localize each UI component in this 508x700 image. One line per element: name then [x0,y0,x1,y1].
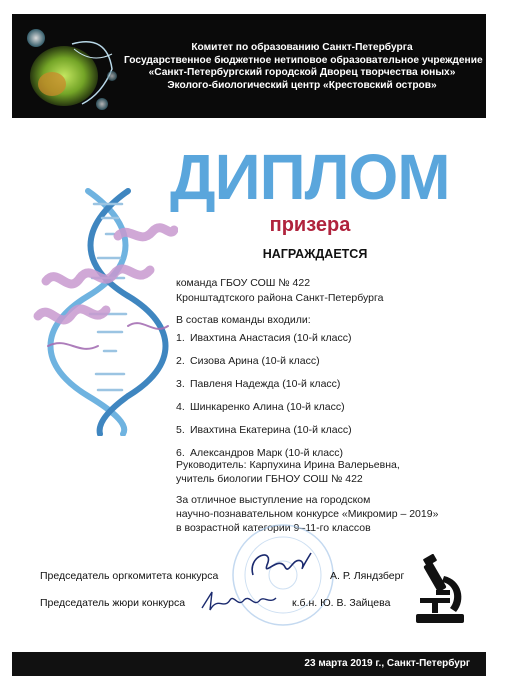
dna-helix-illustration [28,186,178,436]
member-name: Александров Марк (10-й класс) [190,447,344,459]
members-heading: В состав команды входили: [176,314,311,326]
member-name: Ивахтина Анастасия (10-й класс) [190,332,352,344]
header-line: Государственное бюджетное нетиповое образовательное учреждение [124,54,483,66]
header-line: Комитет по образованию Санкт-Петербурга [191,42,413,53]
member-number: 1. [176,332,185,344]
team-name: команда ГБОУ СОШ № 422 [176,277,311,289]
member-number: 5. [176,424,185,436]
list-item [176,423,352,446]
date-location: 23 марта 2019 г., Санкт-Петербург [304,658,470,669]
member-number: 6. [176,447,185,459]
leader-position: учитель биологии ГБНОУ СОШ № 422 [176,473,363,485]
awarded-heading: НАГРАЖДАЕТСЯ [262,247,368,261]
member-number: 3. [176,378,185,390]
member-name: Павленя Надежда (10-й класс) [190,378,341,390]
organizer-signature [245,545,315,585]
organization-names [124,42,483,92]
plankton-illustration [12,14,122,118]
header-banner [12,14,486,118]
member-number: 2. [176,355,185,367]
footer-bar [12,652,486,676]
award-reason: За отличное выступление на городском [176,494,371,506]
award-contest: научно-познавательном конкурсе «Микромир – 2019» [176,508,439,520]
diploma-title: ДИПЛОМ [170,141,450,213]
header-line: Эколого-биологический центр «Крестовский остров» [167,79,437,91]
list-item [176,377,352,400]
jury-role: Председатель жюри конкурса [40,597,186,609]
member-name: Ивахтина Екатерина (10-й класс) [190,424,352,436]
list-item [176,400,352,423]
member-name: Шинкаренко Алина (10-й класс) [190,401,345,413]
header-line: «Санкт-Петербургский городской Дворец творчества юных» [148,67,456,78]
member-name: Сизова Арина (10-й класс) [190,355,320,367]
microscope-icon [410,554,470,626]
diploma-subtitle: призера [269,214,351,236]
jury-signature [198,588,278,614]
list-item [176,354,352,377]
leader-name: Руководитель: Карпухина Ирина Валерьевна, [176,459,400,471]
organizer-name: А. Р. Ляндзберг [330,570,405,582]
members-list [176,331,352,469]
list-item [176,331,352,354]
member-number: 4. [176,401,185,413]
team-district: Кронштадтского района Санкт-Петербурга [176,292,384,304]
award-category: в возрастной категории 9–11-го классов [176,522,371,534]
organizer-role: Председатель оргкомитета конкурса [40,570,219,582]
jury-name: к.б.н. Ю. В. Зайцева [292,597,391,609]
